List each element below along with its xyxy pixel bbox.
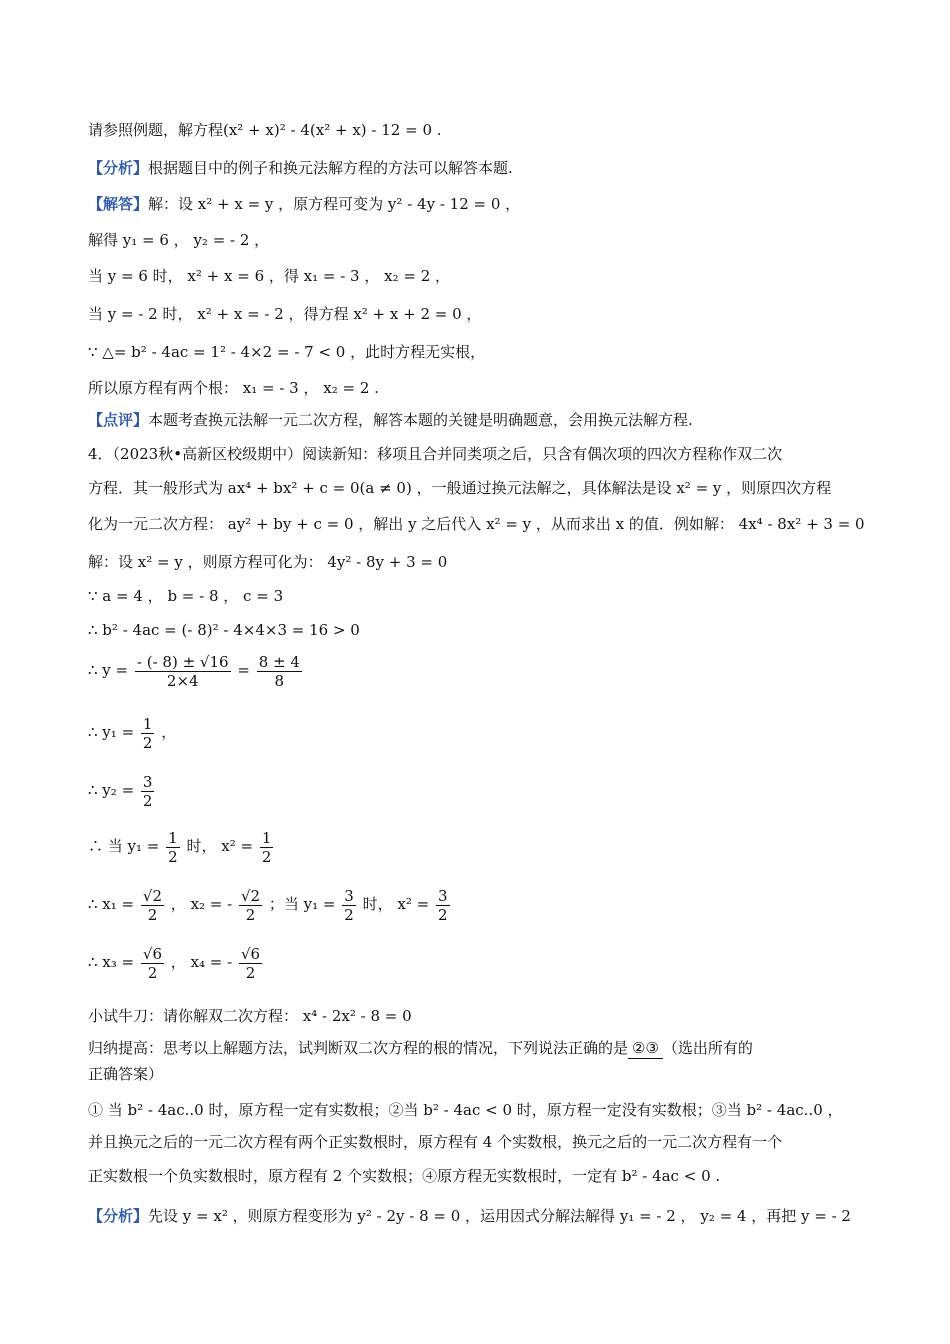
fraction [141, 945, 164, 982]
solution-tag: 【解答】 [88, 195, 149, 213]
formula-lead: ∴ y₂ = [88, 781, 135, 799]
solution-conclusion: 所以原方程有两个根： x₁ = - 3 ， x₂ = 2 . [88, 379, 379, 397]
formula-lead: ∴ y = [88, 661, 129, 679]
solution-step: 当 y = 6 时， x² + x = 6 ，得 x₁ = - 3 ， x₂ = 2 ， [88, 267, 451, 285]
problem-4-text: 方程．其一般形式为 ax⁴ + bx² + c = 0(a ≠ 0) ，一般通过换元法解之，具体解法是设 x² = y ，则原四次方程 [88, 479, 832, 497]
induction-question [88, 1038, 753, 1059]
example-x3-x4 [88, 944, 264, 982]
formula-lead: ∴ x₁ = [88, 895, 135, 913]
denominator: 2 [245, 963, 256, 982]
fraction [436, 887, 450, 924]
answer-blank: ②③ [628, 1038, 663, 1059]
denominator: 2 [142, 733, 153, 752]
numerator: 1 [261, 828, 272, 847]
analysis-text: 根据题目中的例子和换元法解方程的方法可以解答本题. [148, 159, 513, 177]
example-x1-x2 [88, 886, 452, 924]
numerator: 1 [168, 828, 178, 847]
example-y1 [88, 714, 176, 752]
fraction [141, 887, 164, 924]
option-statements: 正实数根一个负实数根时，原方程有 2 个实数根；④原方程无实数根时，一定有 b² - 4ac < 0 . [88, 1167, 721, 1185]
fraction [135, 653, 231, 690]
fraction [260, 829, 274, 866]
solution-step: 解得 y₁ = 6 ， y₂ = - 2 ， [88, 231, 270, 249]
formula-lead: ∴ x₃ = [88, 953, 135, 971]
formula-middle: ；当 y₁ = [268, 895, 336, 913]
solution-line [88, 194, 520, 214]
denominator: 2 [147, 963, 158, 982]
solution-text: 解：设 x² + x = y ，原方程可变为 y² - 4y - 12 = 0 ， [148, 195, 521, 213]
denominator: 2 [261, 847, 272, 866]
numerator: √6 [241, 944, 261, 963]
analysis-tag: 【分析】 [88, 1207, 149, 1225]
equals-sign: = [237, 661, 250, 679]
fraction [141, 715, 155, 752]
denominator: 2 [147, 905, 158, 924]
denominator: 2 [245, 905, 256, 924]
numerator: 3 [437, 886, 448, 905]
numerator: √2 [142, 886, 163, 905]
fraction [257, 653, 302, 690]
comment-line [88, 410, 693, 430]
solution-step: ∵ △= b² - 4ac = 1² - 4×2 = - 7 < 0 ，此时方程无实根， [88, 343, 486, 361]
exercise-prompt: 请参照例题，解方程(x² + x)² - 4(x² + x) - 12 = 0 . [88, 121, 442, 139]
fraction [239, 887, 262, 924]
analysis-tag: 【分析】 [88, 159, 149, 177]
fraction [342, 887, 356, 924]
denominator: 2 [168, 847, 178, 866]
problem-4-title: 4．（2023秋•高新区校级期中）阅读新知：移项且合并同类项之后，只含有偶次项的四次方程称作双二次 [88, 445, 783, 463]
formula-middle: 时， x² = [186, 837, 254, 855]
formula-middle: 时， x² = [362, 895, 430, 913]
example-quadratic-formula [88, 652, 304, 690]
example-step: 解：设 x² = y ，则原方程可化为： 4y² - 8y + 3 = 0 [88, 553, 448, 571]
numerator: 3 [142, 772, 153, 791]
formula-lead: ∴ y₁ = [88, 723, 135, 741]
fraction [141, 773, 155, 810]
denominator: 8 [274, 671, 285, 690]
numerator: - (- 8) ± √16 [136, 652, 229, 671]
example-step: ∵ a = 4 ， b = - 8 ， c = 3 [88, 587, 284, 605]
practice-question: 小试牛刀：请你解双二次方程： x⁴ - 2x² - 8 = 0 [88, 1007, 412, 1025]
comment-text: 本题考查换元法解一元二次方程，解答本题的关键是明确题意，会用换元法解方程. [148, 411, 693, 429]
analysis-text: 先设 y = x² ，则原方程变形为 y² - 2y - 8 = 0 ，运用因式分解法解得 y₁ = - 2 ， y₂ = 4 ，再把 y = - 2 [148, 1207, 851, 1225]
option-statements: ① 当 b² - 4ac..0 时，原方程一定有实数根；②当 b² - 4ac < 0 时，原方程一定没有实数根；③当 b² - 4ac..0 ， [88, 1101, 843, 1119]
analysis-line [88, 158, 513, 178]
numerator: √2 [241, 886, 261, 905]
analysis-line-2 [88, 1206, 851, 1226]
formula-lead: ∴ 当 y₁ = [88, 837, 160, 855]
induction-text: 归纳提高：思考以上解题方法，试判断双二次方程的根的情况，下列说法正确的是 [88, 1039, 629, 1057]
comment-tag: 【点评】 [88, 411, 149, 429]
formula-middle: ， x₄ = - [170, 953, 233, 971]
fraction [166, 829, 180, 866]
numerator: 1 [142, 714, 153, 733]
formula-middle: ， x₂ = - [170, 895, 233, 913]
option-statements: 并且换元之后的一元二次方程有两个正实数根时，原方程有 4 个实数根，换元之后的一元二次方程有一个 [88, 1133, 783, 1151]
example-y2 [88, 772, 156, 810]
numerator: 3 [344, 886, 354, 905]
fraction [239, 945, 262, 982]
denominator: 2 [437, 905, 448, 924]
induction-suffix: （选出所有的 [662, 1039, 753, 1057]
solution-step: 当 y = - 2 时， x² + x = - 2 ，得方程 x² + x + 2 = 0 ， [88, 305, 482, 323]
numerator: 8 ± 4 [258, 652, 300, 671]
denominator: 2 [344, 905, 354, 924]
example-case-y1 [88, 828, 275, 866]
numerator: √6 [142, 944, 163, 963]
denominator: 2 [142, 791, 153, 810]
example-step: ∴ b² - 4ac = (- 8)² - 4×4×3 = 16 > 0 [88, 621, 360, 639]
denominator: 2×4 [166, 671, 199, 690]
problem-4-text: 化为一元二次方程： ay² + by + c = 0 ，解出 y 之后代入 x² = y ，从而求出 x 的值．例如解： 4x⁴ - 8x² + 3 = 0 [88, 515, 865, 533]
punctuation: ， [161, 723, 177, 741]
induction-question-cont: 正确答案） [88, 1065, 164, 1083]
